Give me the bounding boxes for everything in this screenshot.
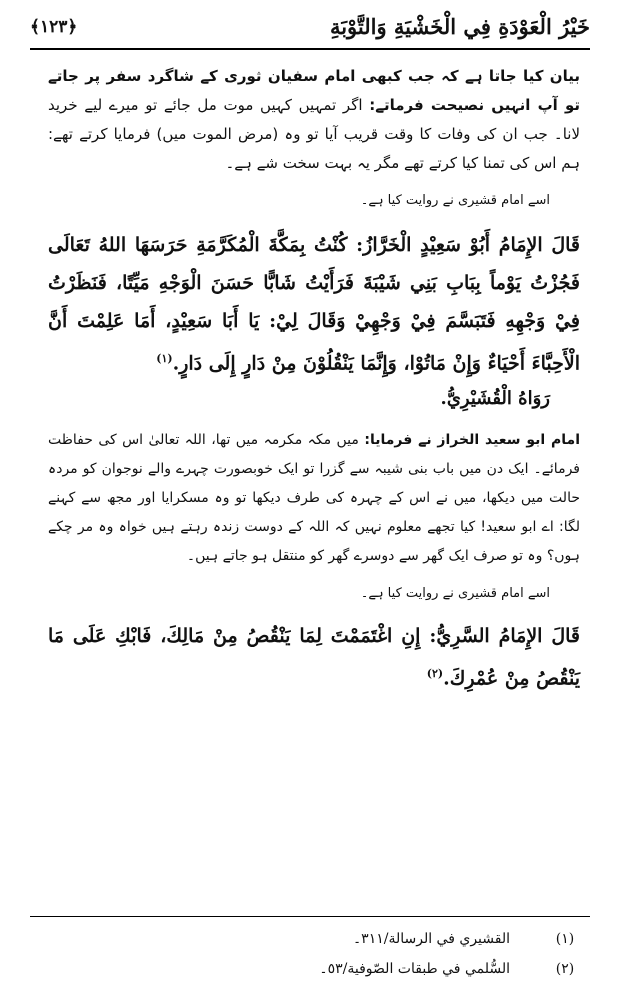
footnote-marker-1: (۱) xyxy=(156,352,173,365)
attribution-note-1: اسے امام قشیری نے روایت کیا ہے۔ xyxy=(360,193,550,208)
footnote-rule xyxy=(30,916,590,917)
footnote-text: السُّلمي في طبقات الصّوفية/٥٣۔ xyxy=(319,961,510,977)
footnote-marker-2: (۲) xyxy=(426,667,444,681)
riwaya-line-1: رَوَاهُ الْقُشَيْرِيُّ. xyxy=(440,388,550,410)
attribution-note-2: اسے امام قشیری نے روایت کیا ہے۔ xyxy=(360,586,550,602)
footnote-text: القشيري في الرسالة/٣١١۔ xyxy=(352,931,510,947)
urdu-paragraph-2: امام ابو سعید الخراز نے فرمایا: میں مکہ مکرمہ میں تھا، اللہ تعالیٰ اس کی حفاظت فرمائے۔ ایک دن میں باب بنی شیبہ سے گزرا تو ایک خوبصورت چہرے والے نوجوان کو مردہ حالت میں دیکھا، میں نے اس کے چہرہ کی طرف دیکھا تو وہ مسکرایا اور مجھ سے کہنے لگا: اے ابو سعید! کیا تجھے معلوم نہیں کہ اللہ کے دوست زندہ رہتے ہیں خواہ وہ مر چکے ہوں؟ وہ تو صرف ایک گھر سے دوسرے گھر کو منتقل ہو جاتے ہیں۔ xyxy=(48,432,580,565)
footnotes xyxy=(48,924,580,984)
urdu-paragraph-1: بیان کیا جاتا ہے کہ جب کبھی امام سفیان ثوری کے شاگرد سفر پر جاتے تو آپ انہیں نصیحت فرماتے: اگر تمہیں کہیں موت مل جائے تو میرے لیے خرید لانا۔ جب ان کی وفات کا وقت قریب آیا تو وہ (مرض الموت میں) فرمایا کرتے تھے: ہم اس کی تمنا کیا کرتے تھے مگر یہ بہت سخت شے ہے۔ xyxy=(48,67,580,172)
page-header xyxy=(30,10,590,48)
header-rule xyxy=(30,48,590,50)
page-number: ﴿۱۲۳﴾ xyxy=(30,17,78,37)
arabic-quote-2: قَالَ الإِمَامُ السَّرِيُّ: إِنِ اغْتَمَمْتَ لِمَا يَنْقُصُ مِنْ مَالِكَ، فَابْكِ عَلَى مَا يَنْقُصُ مِنْ عُمْرِكَ.$^{(۲)}$ xyxy=(48,625,580,690)
footnote-2 xyxy=(48,954,580,984)
arabic-quote-1: قَالَ الإِمَامُ أَبُوْ سَعِيْدٍ الْخَرَّازُ: كُنْتُ بِمَكَّةَ الْمُكَرَّمَةِ حَرَسَهَا اللهُ تَعَالَى فَجُزْتُ يَوْماً بِبَابِ بَنِي شَيْبَةَ فَرَأَيْتُ شَابًّا حَسَنَ الْوَجْهِ مَيِّتًا، فَنَظَرْتُ فِيْ وَجْهِهِ فَتَبَسَّمَ فِيْ وَجْهِيْ وَقَالَ لِيْ: يَا أَبَا سَعِيْدٍ، أَمَا عَلِمْتَ أَنَّ الْأَحِبَّاءَ أَحْيَاءٌ وَإِنْ مَاتُوْا، وَإِنَّمَا يَنْقُلُوْنَ مِنْ دَارٍ إِلَى دَارٍ.$^{(۱)}$ xyxy=(48,234,580,375)
footnote-number: (۱) xyxy=(555,931,575,947)
main-text xyxy=(48,62,580,698)
footnote-1 xyxy=(48,924,580,954)
footnote-number: (۲) xyxy=(555,961,575,977)
running-title: خَيْرُ الْعَوْدَةِ فِي الْخَشْيَةِ وَالتَّوْبَةِ xyxy=(329,14,590,39)
